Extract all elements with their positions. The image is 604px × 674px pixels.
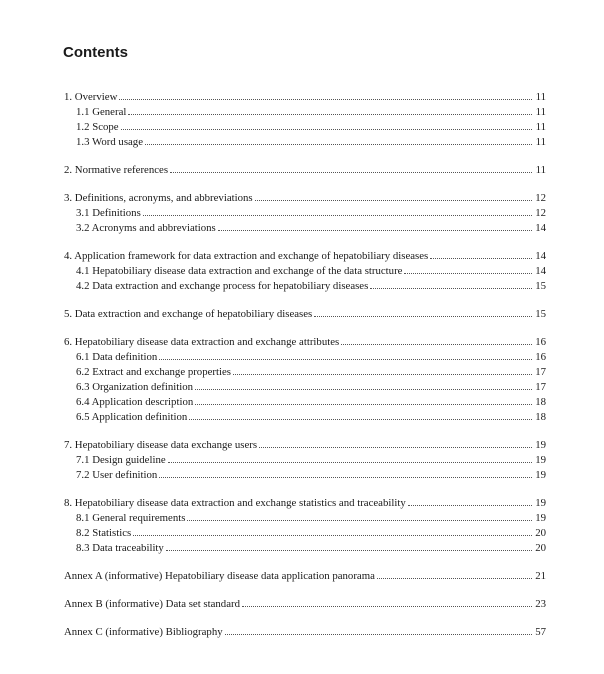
toc-dot-leader [341, 333, 532, 345]
toc-entry-label: 4.1 Hepatobiliary disease data extraction and exchange of the data structure [76, 265, 403, 277]
toc-page-number: 15 [535, 280, 546, 292]
toc-entry-label: 1.3 Word usage [76, 136, 144, 148]
toc-page-number: 14 [535, 250, 546, 262]
toc-subentry[interactable] [64, 524, 546, 539]
toc-entry-label: 6.1 Data definition [76, 351, 158, 363]
toc-entry-label: 5. Data extraction and exchange of hepatobiliary diseases [64, 308, 313, 320]
toc-group [64, 88, 546, 148]
toc-page-number: 18 [535, 396, 546, 408]
toc-entry-label: 6.4 Application description [76, 396, 194, 408]
toc-page-number: 17 [535, 381, 546, 393]
toc-group [64, 305, 546, 320]
toc-dot-leader [145, 133, 532, 145]
toc-page-number: 11 [535, 164, 546, 176]
toc-dot-leader [377, 567, 532, 579]
toc-subentry[interactable] [64, 393, 546, 408]
toc-page-number: 11 [535, 106, 546, 118]
toc-page-number: 16 [535, 351, 546, 363]
toc-subentry[interactable] [64, 451, 546, 466]
toc-page-number: 23 [535, 598, 546, 610]
toc-page-number: 19 [535, 439, 546, 451]
toc-page-number: 11 [535, 91, 546, 103]
toc-dot-leader [133, 524, 532, 536]
toc-entry[interactable] [64, 436, 546, 451]
toc-entry-label: 6. Hepatobiliary disease data extraction and exchange attributes [64, 336, 340, 348]
toc-page-number: 14 [535, 265, 546, 277]
page-title: Contents [63, 44, 128, 61]
toc-entry-label: 8.3 Data traceability [76, 542, 164, 554]
toc-page-number: 12 [535, 207, 546, 219]
toc-entry-label: 1.1 General [76, 106, 127, 118]
toc-entry[interactable] [64, 247, 546, 262]
toc-subentry[interactable] [64, 539, 546, 554]
toc-subentry[interactable] [64, 133, 546, 148]
toc-subentry[interactable] [64, 277, 546, 292]
toc-dot-leader [404, 262, 532, 274]
toc-page-number: 19 [535, 497, 546, 509]
toc-entry-label: 2. Normative references [64, 164, 169, 176]
toc-entry-label: 6.3 Organization definition [76, 381, 194, 393]
toc-dot-leader [119, 88, 532, 100]
toc-subentry[interactable] [64, 509, 546, 524]
toc-entry[interactable] [64, 595, 546, 610]
toc-group [64, 247, 546, 292]
toc-group [64, 189, 546, 234]
toc-dot-leader [430, 247, 532, 259]
toc-dot-leader [170, 161, 532, 173]
toc-dot-leader [314, 305, 532, 317]
toc-entry-label: 8. Hepatobiliary disease data extraction and exchange statistics and traceability [64, 497, 406, 509]
toc-subentry[interactable] [64, 378, 546, 393]
toc-dot-leader [168, 451, 532, 463]
toc-subentry[interactable] [64, 204, 546, 219]
toc-dot-leader [242, 595, 532, 607]
toc-subentry[interactable] [64, 408, 546, 423]
toc-dot-leader [370, 277, 532, 289]
toc-entry-label: 8.1 General requirements [76, 512, 186, 524]
toc-page-number: 17 [535, 366, 546, 378]
toc-page-number: 11 [535, 136, 546, 148]
toc-subentry[interactable] [64, 348, 546, 363]
toc-entry-label: 4.2 Data extraction and exchange process for hepatobiliary diseases [76, 280, 369, 292]
toc-entry[interactable] [64, 88, 546, 103]
toc-page-number: 20 [535, 527, 546, 539]
toc-entry-label: 6.2 Extract and exchange properties [76, 366, 231, 378]
toc-dot-leader [408, 494, 532, 506]
toc-entry[interactable] [64, 305, 546, 320]
toc-entry[interactable] [64, 333, 546, 348]
toc-dot-leader [233, 363, 532, 375]
toc-entry[interactable] [64, 161, 546, 176]
toc-entry-label: Annex B (informative) Data set standard [64, 598, 240, 610]
toc-group [64, 436, 546, 481]
toc-entry[interactable] [64, 567, 546, 582]
toc-entry-label: 7.1 Design guideline [76, 454, 166, 466]
toc-page-number: 18 [535, 411, 546, 423]
toc-subentry[interactable] [64, 219, 546, 234]
toc-page-number: 19 [535, 512, 546, 524]
toc-page-number: 19 [535, 454, 546, 466]
toc-page-number: 14 [535, 222, 546, 234]
toc-entry-label: Annex A (informative) Hepatobiliary disease data application panorama [64, 570, 375, 582]
toc-subentry[interactable] [64, 118, 546, 133]
toc-entry[interactable] [64, 623, 546, 638]
toc-group [64, 333, 546, 423]
toc-dot-leader [218, 219, 532, 231]
toc-entry-label: 4. Application framework for data extraction and exchange of hepatobiliary diseases [64, 250, 429, 262]
toc-entry-label: 7. Hepatobiliary disease data exchange users [64, 439, 258, 451]
toc-page-number: 15 [535, 308, 546, 320]
toc-group [64, 161, 546, 176]
toc-dot-leader [255, 189, 532, 201]
toc-subentry[interactable] [64, 363, 546, 378]
toc-group [64, 623, 546, 638]
toc-subentry[interactable] [64, 262, 546, 277]
toc-entry-label: 6.5 Application definition [76, 411, 188, 423]
toc-page-number: 11 [535, 121, 546, 133]
toc-group [64, 567, 546, 582]
toc-subentry[interactable] [64, 103, 546, 118]
toc-dot-leader [166, 539, 532, 551]
toc-entry-label: 7.2 User definition [76, 469, 158, 481]
toc-entry-label: 8.2 Statistics [76, 527, 132, 539]
toc-dot-leader [128, 103, 532, 115]
toc-entry[interactable] [64, 494, 546, 509]
toc-entry-label: 1.2 Scope [76, 121, 119, 133]
toc-dot-leader [159, 348, 532, 360]
toc-dot-leader [195, 378, 532, 390]
toc-page-number: 16 [535, 336, 546, 348]
toc-dot-leader [225, 623, 532, 635]
toc-dot-leader [159, 466, 532, 478]
toc-subentry[interactable] [64, 466, 546, 481]
toc-dot-leader [259, 436, 532, 448]
toc-entry-label: 1. Overview [64, 91, 118, 103]
toc-dot-leader [195, 393, 532, 405]
toc-page-number: 19 [535, 469, 546, 481]
toc-dot-leader [187, 509, 532, 521]
toc-dot-leader [189, 408, 532, 420]
table-of-contents [64, 88, 546, 651]
toc-page-number: 20 [535, 542, 546, 554]
toc-group [64, 494, 546, 554]
toc-entry-label: 3. Definitions, acronyms, and abbreviations [64, 192, 253, 204]
toc-group [64, 595, 546, 610]
toc-entry[interactable] [64, 189, 546, 204]
toc-entry-label: 3.1 Definitions [76, 207, 141, 219]
toc-entry-label: Annex C (informative) Bibliography [64, 626, 223, 638]
toc-dot-leader [121, 118, 532, 130]
toc-page-number: 12 [535, 192, 546, 204]
toc-page-number: 21 [535, 570, 546, 582]
toc-dot-leader [143, 204, 532, 216]
toc-entry-label: 3.2 Acronyms and abbreviations [76, 222, 216, 234]
toc-page-number: 57 [535, 626, 546, 638]
